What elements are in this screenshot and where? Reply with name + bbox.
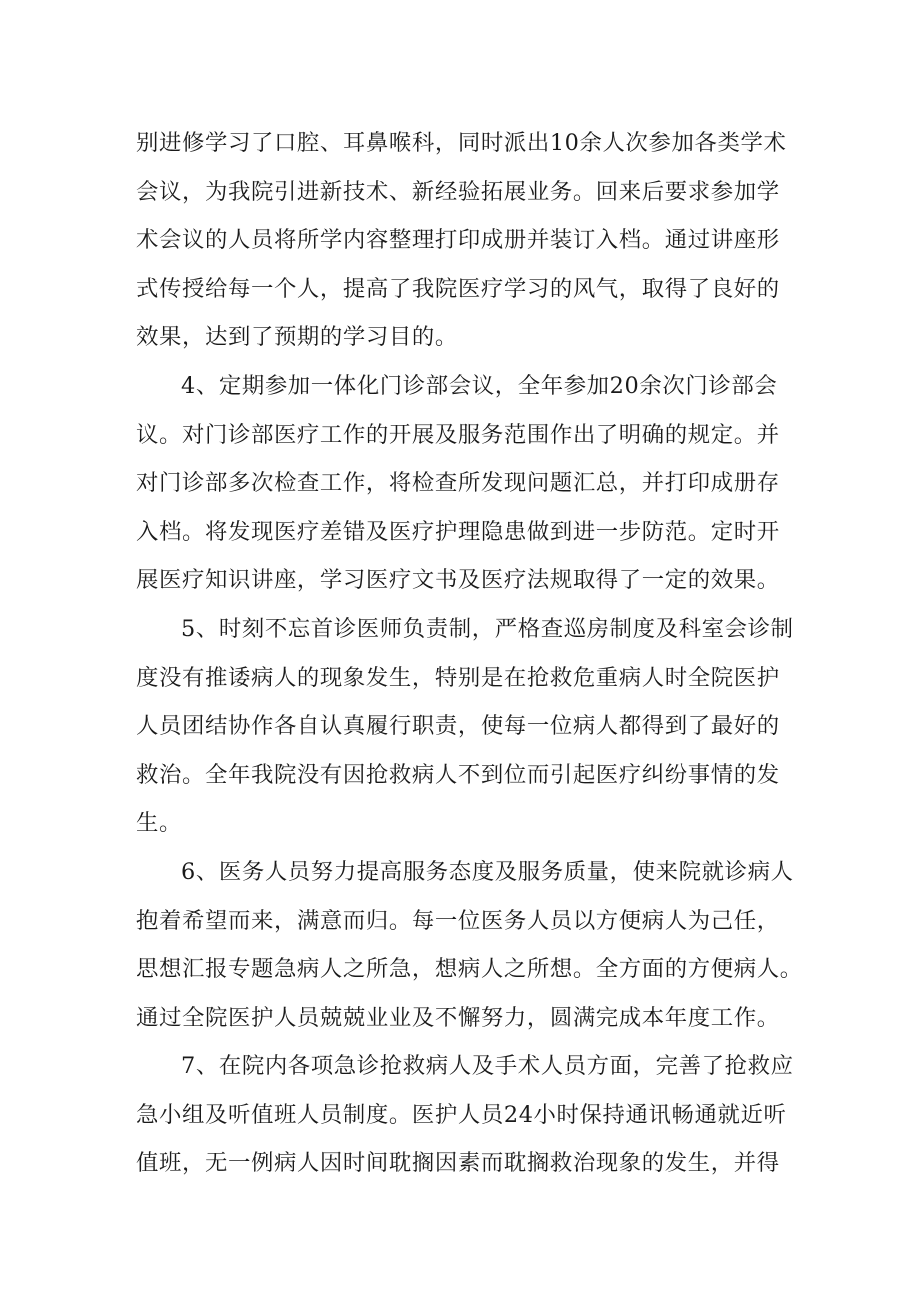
text-line: 人员团结协作各自认真履行职责，使每一位病人都得到了最好的 bbox=[136, 713, 780, 740]
paragraph-5-first-line: 5、时刻不忘首诊医师负责制，严格查巡房制度及科室会诊制 bbox=[181, 615, 794, 642]
text-line: 展医疗知识讲座，学习医疗文书及医疗法规取得了一定的效果。 bbox=[136, 567, 780, 594]
text-line: 别进修学习了口腔、耳鼻喉科，同时派出10余人次参加各类学术 bbox=[136, 130, 787, 156]
paragraph-4-first-line: 4、定期参加一体化门诊部会议，全年参加20余次门诊部会 bbox=[181, 372, 778, 399]
paragraph-7-first-line: 7、在院内各项急诊抢救病人及手术人员方面，完善了抢救应 bbox=[181, 1053, 794, 1080]
text-line: 值班，无一例病人因时间耽搁因素而耽搁救治现象的发生，并得 bbox=[136, 1150, 780, 1177]
text-line: 入档。将发现医疗差错及医疗护理隐患做到进一步防范。定时开 bbox=[136, 518, 780, 545]
text-line: 对门诊部多次检查工作，将检查所发现问题汇总，并打印成册存 bbox=[136, 470, 780, 497]
text-line: 议。对门诊部医疗工作的开展及服务范围作出了明确的规定。并 bbox=[136, 421, 780, 448]
text-line: 效果，达到了预期的学习目的。 bbox=[136, 324, 458, 351]
text-line: 急小组及听值班人员制度。医护人员24小时保持通讯畅通就近听 bbox=[136, 1101, 787, 1128]
text-line: 救治。全年我院没有因抢救病人不到位而引起医疗纠纷事情的发 bbox=[136, 761, 780, 788]
paragraph-6-first-line: 6、医务人员努力提高服务态度及服务质量，使来院就诊病人 bbox=[181, 858, 794, 885]
text-line: 会议，为我院引进新技术、新经验拓展业务。回来后要求参加学 bbox=[136, 178, 780, 205]
text-line: 式传授给每一个人，提高了我院医疗学习的风气，取得了良好的 bbox=[136, 275, 780, 302]
text-line: 抱着希望而来，满意而归。每一位医务人员以方便病人为己任， bbox=[136, 907, 780, 934]
document-body bbox=[136, 119, 803, 1188]
text-line: 通过全院医护人员兢兢业业及不懈努力，圆满完成本年度工作。 bbox=[136, 1004, 780, 1031]
text-line: 度没有推诿病人的现象发生，特别是在抢救危重病人时全院医护 bbox=[136, 664, 780, 691]
text-line: 生。 bbox=[136, 810, 182, 837]
text-line: 思想汇报专题急病人之所急，想病人之所想。全方面的方便病人。 bbox=[136, 956, 803, 983]
text-line: 术会议的人员将所学内容整理打印成册并装订入档。通过讲座形 bbox=[136, 227, 780, 254]
